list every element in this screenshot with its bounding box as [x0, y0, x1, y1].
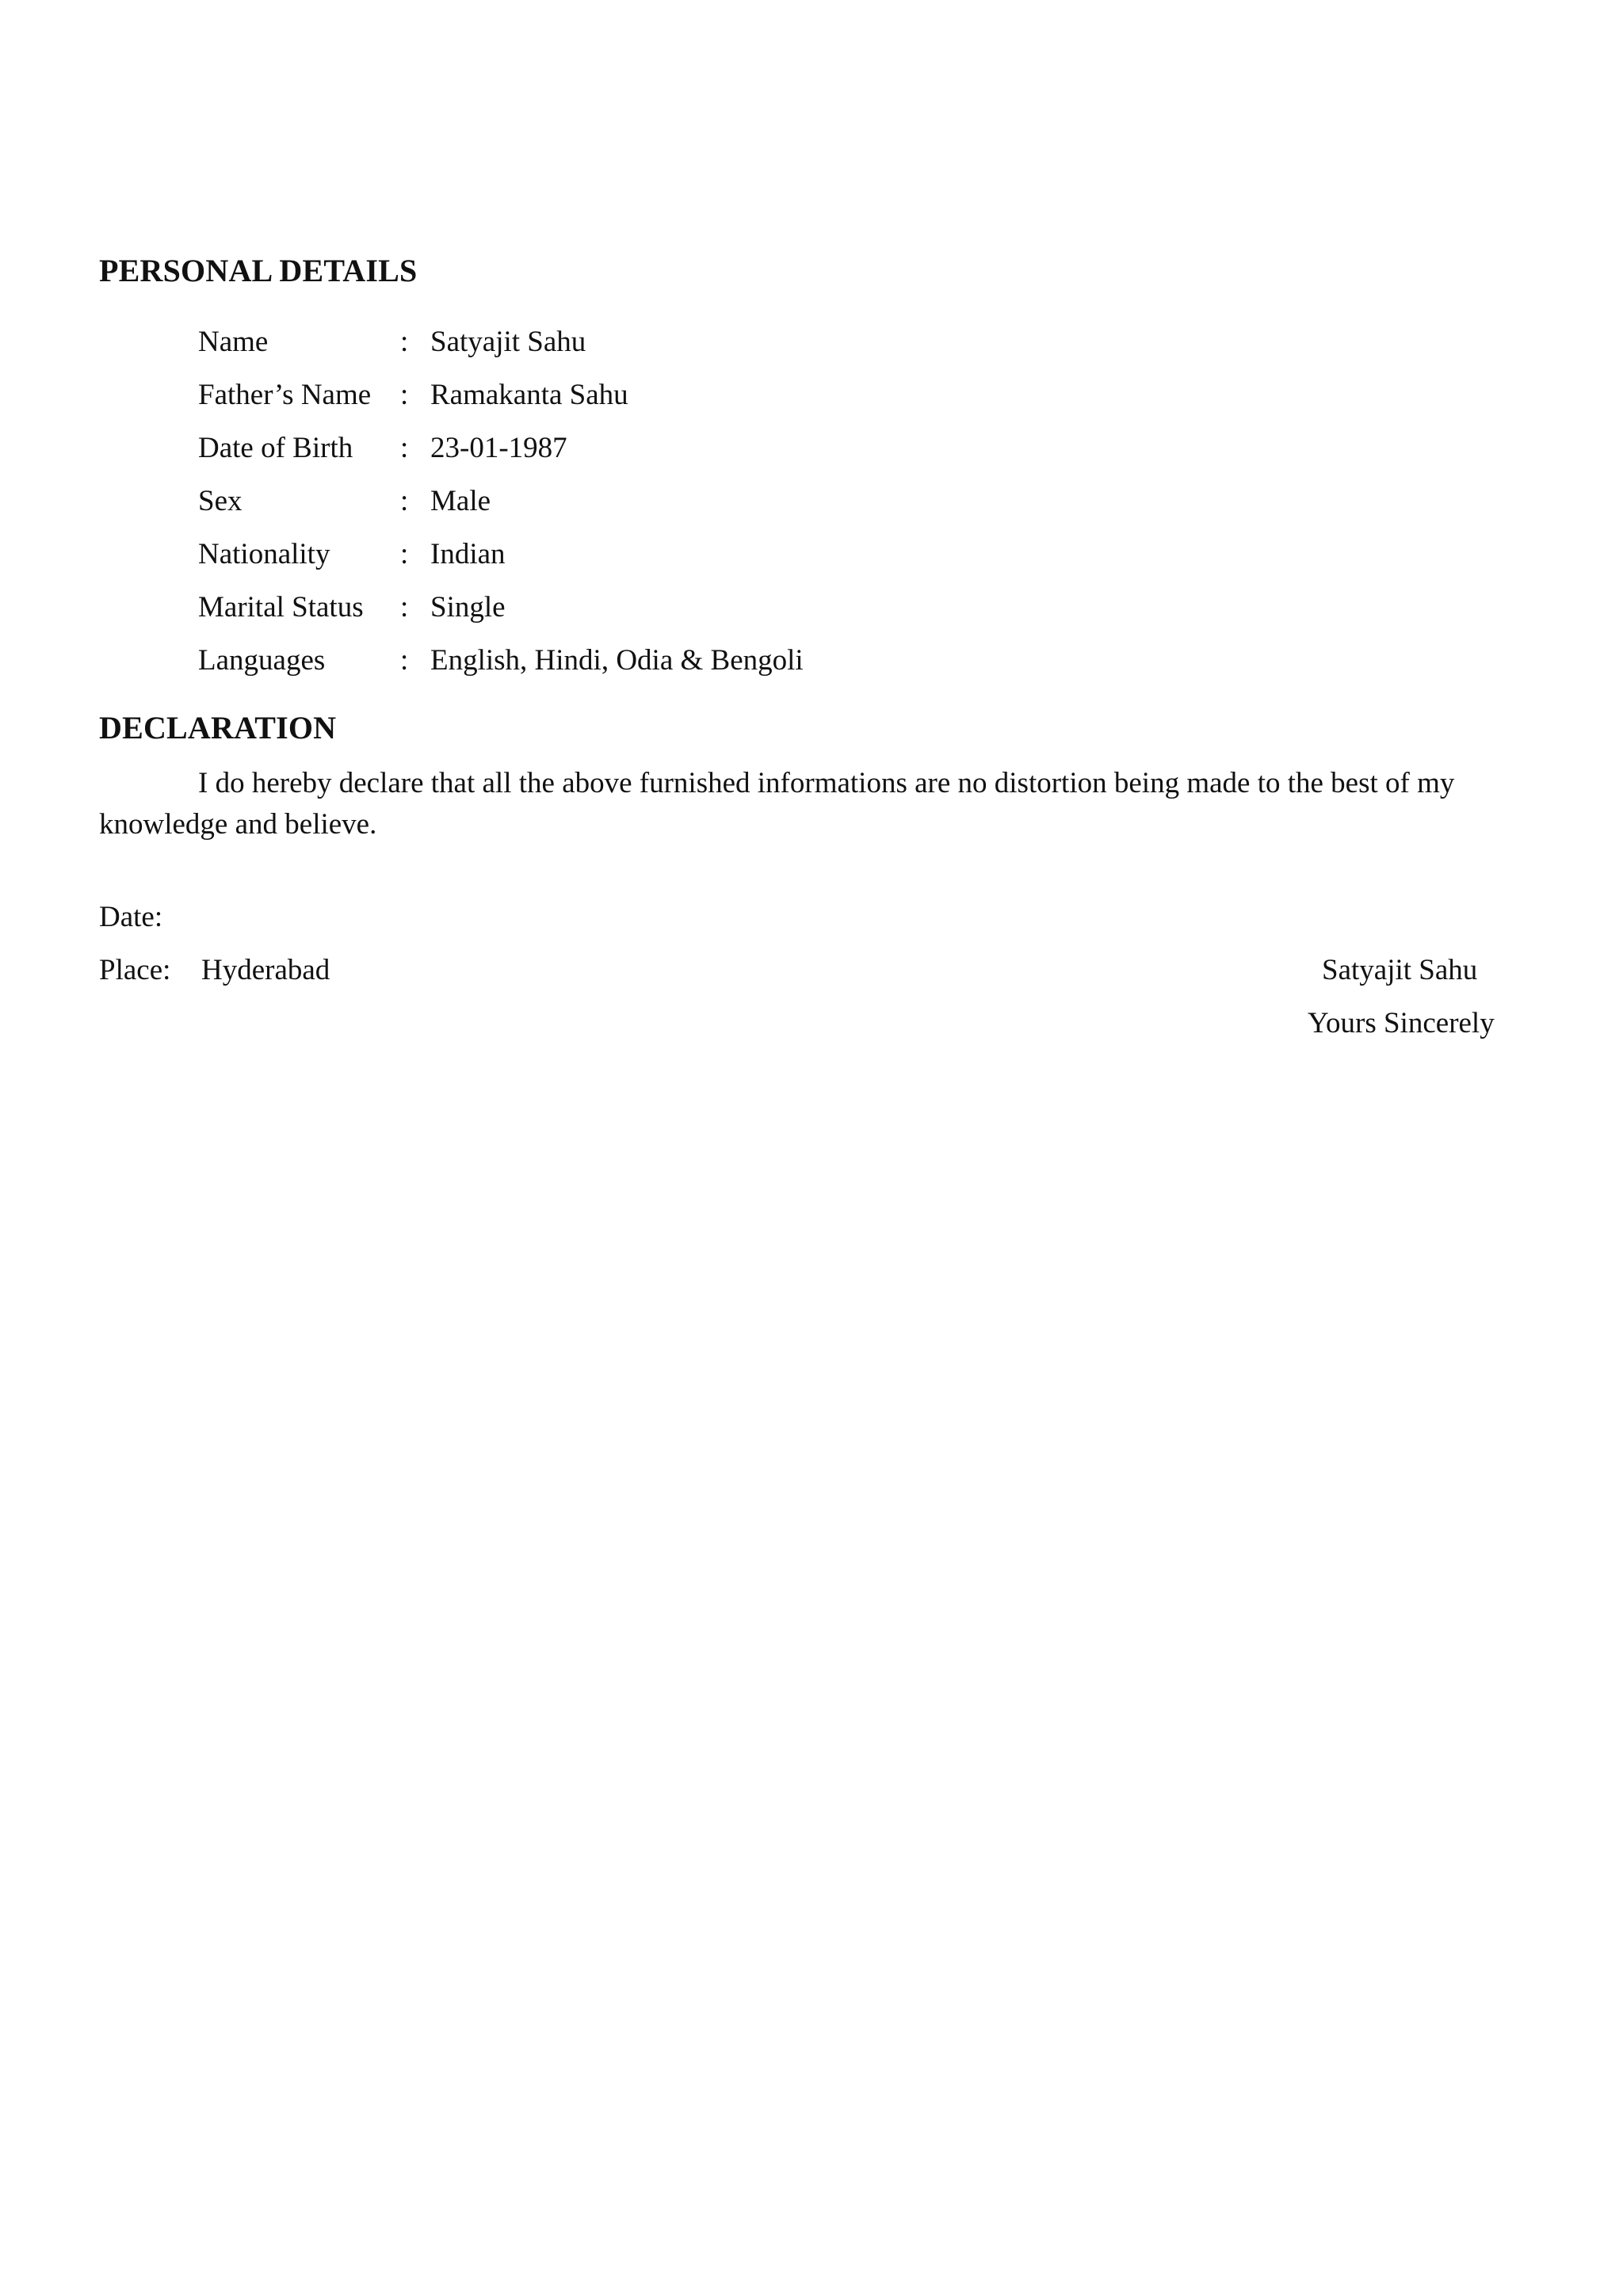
- detail-separator: :: [400, 432, 409, 464]
- detail-label: Father’s Name: [198, 379, 372, 411]
- detail-label: Languages: [198, 644, 326, 677]
- detail-label: Nationality: [198, 538, 330, 570]
- detail-value: Male: [430, 485, 491, 517]
- detail-separator: :: [400, 326, 409, 358]
- detail-value: Ramakanta Sahu: [430, 379, 628, 411]
- detail-separator: :: [400, 379, 409, 411]
- signature-name: Satyajit Sahu: [1322, 954, 1478, 986]
- detail-label: Name: [198, 326, 269, 358]
- place-value: Hyderabad: [201, 954, 330, 986]
- detail-value: Single: [430, 591, 506, 624]
- closing-text: Yours Sincerely: [1308, 1007, 1495, 1039]
- declaration-heading: DECLARATION: [99, 710, 337, 746]
- detail-value: Indian: [430, 538, 506, 570]
- place-label: Place:: [99, 954, 171, 986]
- detail-separator: :: [400, 644, 409, 677]
- detail-separator: :: [400, 538, 409, 570]
- detail-value: 23-01-1987: [430, 432, 567, 464]
- detail-label: Marital Status: [198, 591, 364, 624]
- personal-details-heading: PERSONAL DETAILS: [99, 253, 418, 288]
- declaration-text: I do hereby declare that all the above furnished informations are no distortion being made to the best of my knowledge and believe.: [99, 767, 1455, 841]
- detail-separator: :: [400, 485, 409, 517]
- detail-value: Satyajit Sahu: [430, 326, 586, 358]
- date-label: Date:: [99, 901, 163, 933]
- detail-label: Date of Birth: [198, 432, 353, 464]
- detail-value: English, Hindi, Odia & Bengoli: [430, 644, 804, 677]
- detail-label: Sex: [198, 485, 242, 517]
- detail-separator: :: [400, 591, 409, 624]
